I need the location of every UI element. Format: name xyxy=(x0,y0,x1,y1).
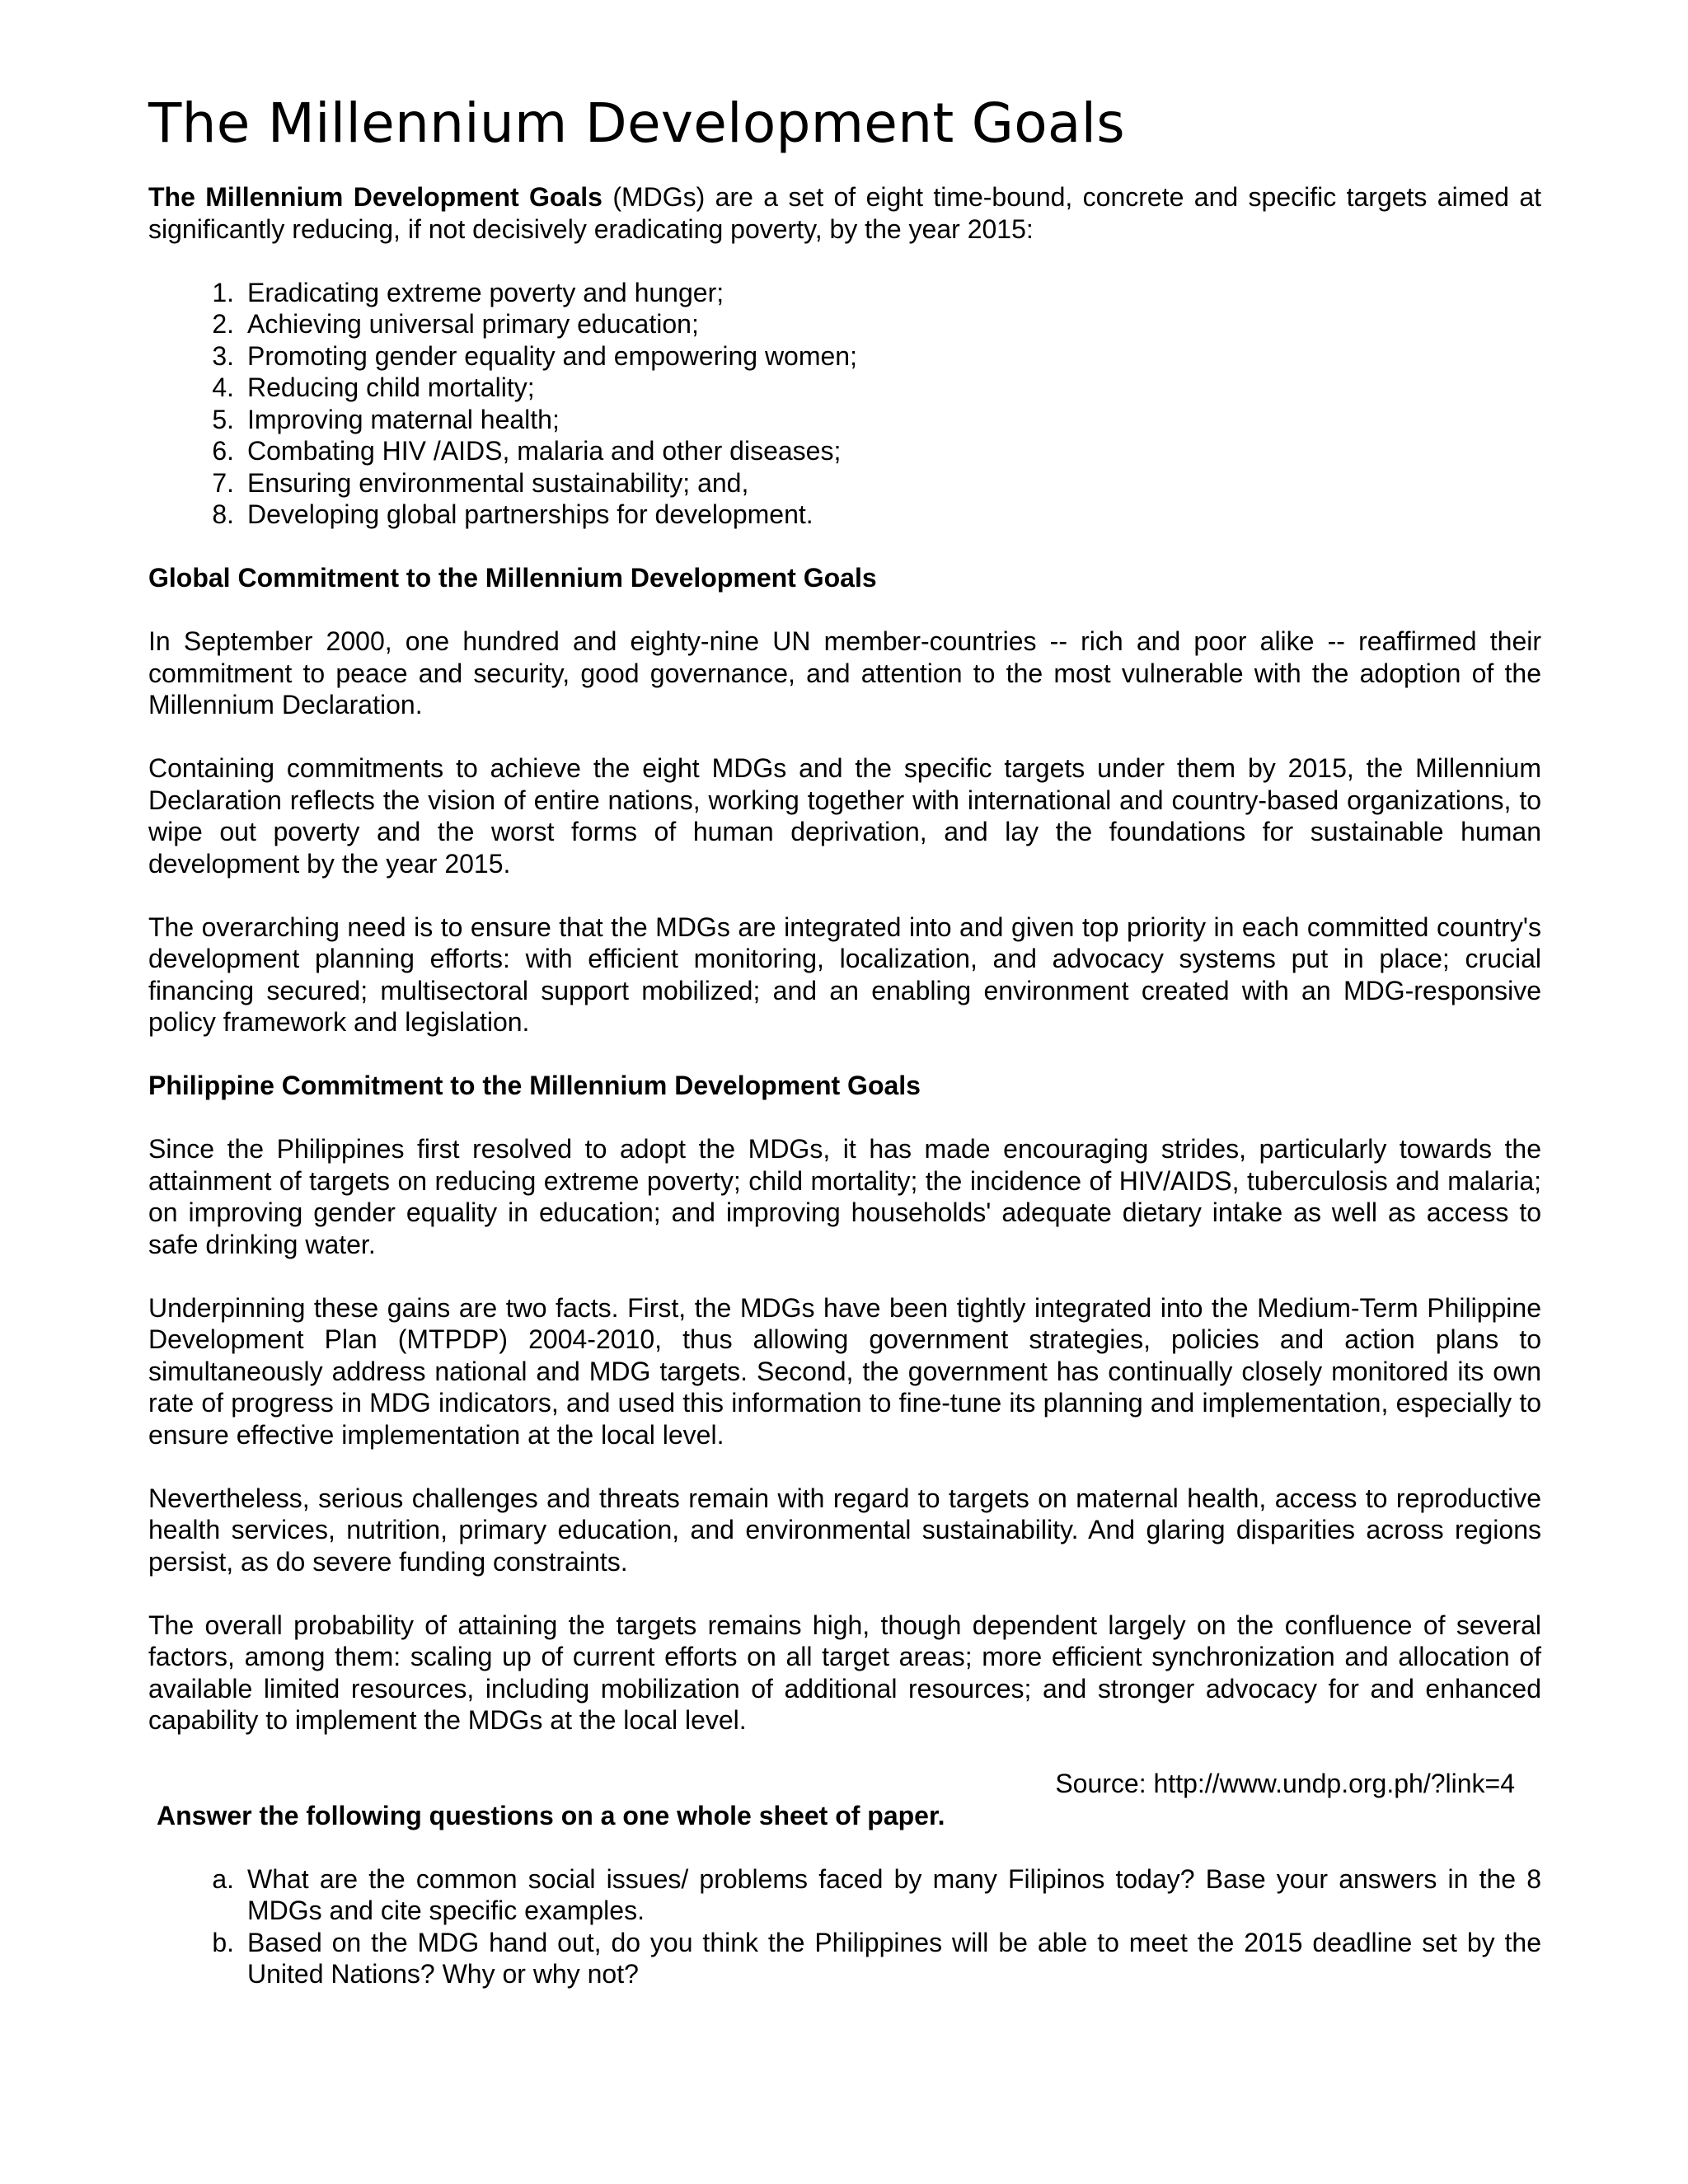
instruction-heading: Answer the following questions on a one whole sheet of paper. xyxy=(157,1800,945,1830)
goal-number: 5. xyxy=(212,404,234,434)
goal-item xyxy=(148,372,1541,404)
goal-text: Combating HIV /AIDS, malaria and other diseases; xyxy=(247,436,842,466)
document-page xyxy=(148,89,1541,1990)
goal-text: Achieving universal primary education; xyxy=(247,309,699,339)
intro-text: (MDGs) are a set of eight time-bound, concrete and specific targets aimed at significantly reducing, if not decisively eradicating poverty, by the year 2015: xyxy=(148,182,1542,244)
philippine-paragraph-3: Nevertheless, serious challenges and threats remain with regard to targets on maternal health, access to reproductive health services, nutrition, primary education, and environmental sustainability. And glaring disparities across regions persist, as do severe funding constraints. xyxy=(148,1483,1541,1577)
intro-bold-term: The Millennium Development Goals xyxy=(148,182,603,212)
goal-number: 4. xyxy=(212,373,234,402)
page-title: The Millennium Development Goals xyxy=(148,91,1125,155)
goal-text: Developing global partnerships for development. xyxy=(247,499,814,529)
philippine-paragraph-4: The overall probability of attaining the targets remains high, though dependent largely on the confluence of several factors, among them: scaling up of current efforts on all target areas; more efficient synchronization and allocation of available limited resources, including mobilization of additional resources; and stronger advocacy for and enhanced capability to implement the MDGs at the local level. xyxy=(148,1610,1541,1735)
intro-paragraph xyxy=(148,181,1541,245)
philippine-paragraph-2: Underpinning these gains are two facts. First, the MDGs have been tightly integrated into the Medium-Term Philippine Development Plan (MTPDP) 2004-2010, thus allowing government strategies, policies and action plans to simultaneously address national and MDG targets. Second, the government has continually closely monitored its own rate of progress in MDG indicators, and used this information to fine-tune its planning and implementation, especially to ensure effective implementation at the local level. xyxy=(148,1292,1541,1450)
question-label: a. xyxy=(212,1863,234,1894)
goal-item xyxy=(148,308,1541,340)
question-item xyxy=(148,1863,1541,1927)
question-text: What are the common social issues/ problems faced by many Filipinos today? Base your answers in the 8 MDGs and cite specific examples. xyxy=(247,1863,1541,1925)
goal-item xyxy=(148,435,1541,467)
goal-number: 6. xyxy=(212,436,234,466)
goal-item xyxy=(148,404,1541,436)
goal-item xyxy=(148,340,1541,373)
goal-item xyxy=(148,467,1541,499)
goal-text: Ensuring environmental sustainability; and, xyxy=(247,467,749,498)
goal-number: 7. xyxy=(212,467,234,498)
questions-list xyxy=(148,1863,1541,1990)
global-paragraph-3: The overarching need is to ensure that the MDGs are integrated into and given top priority in each committed country's development planning efforts: with efficient monitoring, localization, and advocacy systems put in place; crucial financing secured; multisectoral support mobilized; and an enabling environment created with an MDG-responsive policy framework and legislation. xyxy=(148,912,1541,1037)
global-paragraph-2: Containing commitments to achieve the eight MDGs and the specific targets under them by 2015, the Millennium Declaration reflects the vision of entire nations, working together with international and country-based organizations, to wipe out poverty and the worst forms of human deprivation, and lay the foundations for sustainable human development by the year 2015. xyxy=(148,753,1541,879)
question-item xyxy=(148,1927,1541,1990)
goal-number: 2. xyxy=(212,309,234,339)
goal-item xyxy=(148,277,1541,309)
goal-text: Improving maternal health; xyxy=(247,404,560,434)
goal-text: Reducing child mortality; xyxy=(247,373,535,402)
goals-list xyxy=(148,277,1541,531)
goal-number: 8. xyxy=(212,499,234,529)
goal-text: Promoting gender equality and empowering women; xyxy=(247,340,857,371)
global-commitment-heading: Global Commitment to the Millennium Development Goals xyxy=(148,563,877,593)
goal-item xyxy=(148,499,1541,531)
goal-number: 1. xyxy=(212,277,234,307)
question-label: b. xyxy=(212,1927,234,1957)
goal-text: Eradicating extreme poverty and hunger; xyxy=(247,277,724,307)
goal-number: 3. xyxy=(212,340,234,371)
philippine-commitment-heading: Philippine Commitment to the Millennium Development Goals xyxy=(148,1071,921,1100)
question-text: Based on the MDG hand out, do you think the Philippines will be able to meet the 2015 deadline set by the United Nations? Why or why not? xyxy=(247,1927,1541,1989)
source-citation: Source: http://www.undp.org.ph/?link=4 xyxy=(1055,1769,1515,1798)
philippine-paragraph-1: Since the Philippines first resolved to adopt the MDGs, it has made encouraging strides, particularly towards the attainment of targets on reducing extreme poverty; child mortality; the incidence of HIV/AIDS, tuberculosis and malaria; on improving gender equality in education; and improving households' adequate dietary intake as well as access to safe drinking water. xyxy=(148,1134,1541,1259)
global-paragraph-1: In September 2000, one hundred and eighty-nine UN member-countries -- rich and poor alike -- reaffirmed their commitment to peace and security, good governance, and attention to the most vulnerable with the adoption of the Millennium Declaration. xyxy=(148,626,1541,719)
